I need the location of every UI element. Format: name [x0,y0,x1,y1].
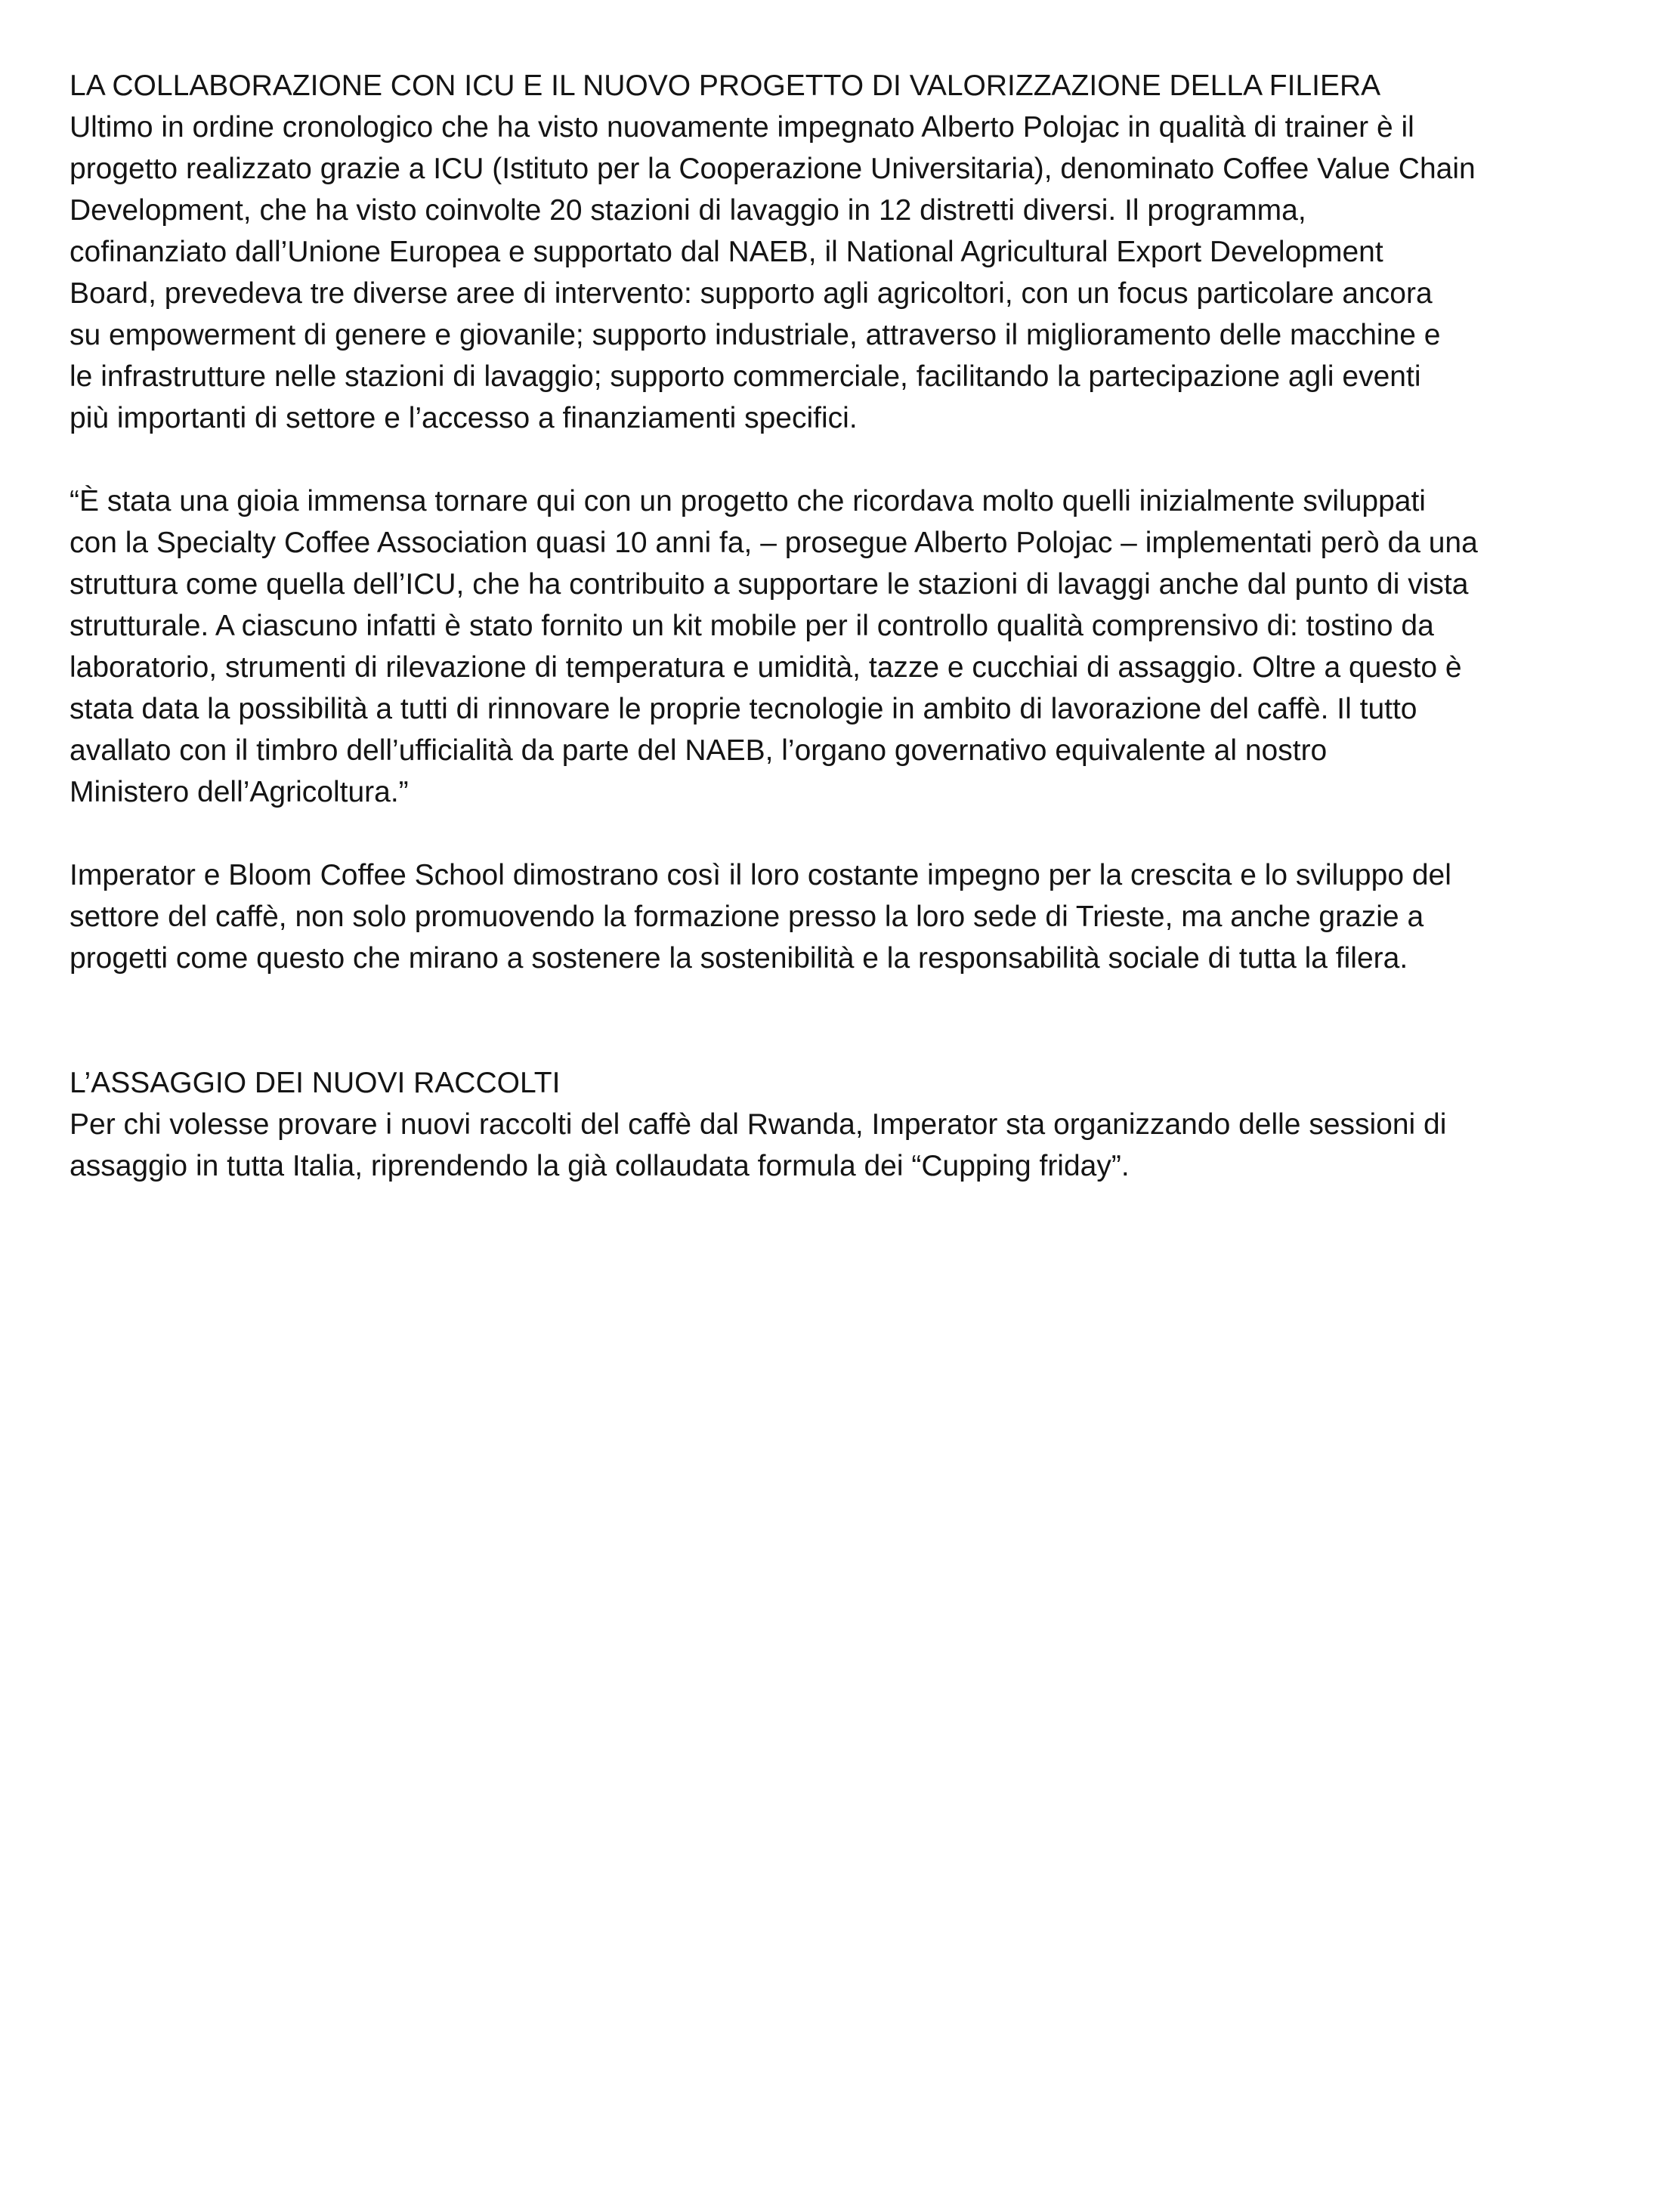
paragraph-spacer [70,439,1596,480]
body-line: su empowerment di genere e giovanile; supporto industriale, attraverso il miglioramento delle macchine e [70,319,1441,351]
body-line: Ultimo in ordine cronologico che ha visto nuovamente impegnato Alberto Polojac in qualità di trainer è il [70,111,1414,144]
body-line: con la Specialty Coffee Association quasi 10 anni fa, – prosegue Alberto Polojac – implementati però da una [70,527,1478,559]
document-page [70,65,1596,1187]
body-line: Board, prevedeva tre diverse aree di intervento: supporto agli agricoltori, con un focus particolare ancora [70,277,1433,310]
body-line: Ministero dell’Agricoltura.” [70,776,409,808]
body-line: Development, che ha visto coinvolte 20 stazioni di lavaggio in 12 distretti diversi. Il programma, [70,194,1306,227]
section-heading: LA COLLABORAZIONE CON ICU E IL NUOVO PROGETTO DI VALORIZZAZIONE DELLA FILIERA [70,70,1381,102]
body-line: “È stata una gioia immensa tornare qui con un progetto che ricordava molto quelli inizialmente sviluppati [70,485,1426,517]
section-collaborazione [70,65,1596,439]
section-heading: L’ASSAGGIO DEI NUOVI RACCOLTI [70,1067,561,1099]
body-line: cofinanziato dall’Unione Europea e supportato dal NAEB, il National Agricultural Export Development [70,236,1383,268]
body-line: progetti come questo che mirano a sostenere la sostenibilità e la responsabilità sociale di tutta la filera. [70,942,1408,975]
section-imperator [70,854,1596,979]
section-assaggio [70,1062,1596,1187]
body-line: strutturale. A ciascuno infatti è stato fornito un kit mobile per il controllo qualità comprensivo di: tostino da [70,610,1434,642]
body-line: stata data la possibilità a tutti di rinnovare le proprie tecnologie in ambito di lavorazione del caffè. Il tutto [70,693,1417,725]
body-line: struttura come quella dell’ICU, che ha contribuito a supportare le stazioni di lavaggi anche dal punto di vista [70,568,1469,601]
body-line: Imperator e Bloom Coffee School dimostrano così il loro costante impegno per la crescita e lo sviluppo del [70,859,1451,891]
paragraph-spacer [70,813,1596,854]
body-line: Per chi volesse provare i nuovi raccolti del caffè dal Rwanda, Imperator sta organizzando delle sessioni di [70,1108,1447,1141]
paragraph-spacer [70,979,1596,1062]
body-line: le infrastrutture nelle stazioni di lavaggio; supporto commerciale, facilitando la partecipazione agli eventi [70,360,1421,393]
body-line: avallato con il timbro dell’ufficialità da parte del NAEB, l’organo governativo equivalente al nostro [70,734,1328,767]
body-line: settore del caffè, non solo promuovendo la formazione presso la loro sede di Trieste, ma anche grazie a [70,901,1424,933]
body-line: assaggio in tutta Italia, riprendendo la già collaudata formula dei “Cupping friday”. [70,1150,1130,1182]
body-line: più importanti di settore e l’accesso a finanziamenti specifici. [70,402,858,434]
body-line: progetto realizzato grazie a ICU (Istituto per la Cooperazione Universitaria), denominato Coffee Value Chain [70,153,1476,185]
section-quote [70,480,1596,813]
body-line: laboratorio, strumenti di rilevazione di temperatura e umidità, tazze e cucchiai di assaggio. Oltre a questo è [70,651,1462,684]
